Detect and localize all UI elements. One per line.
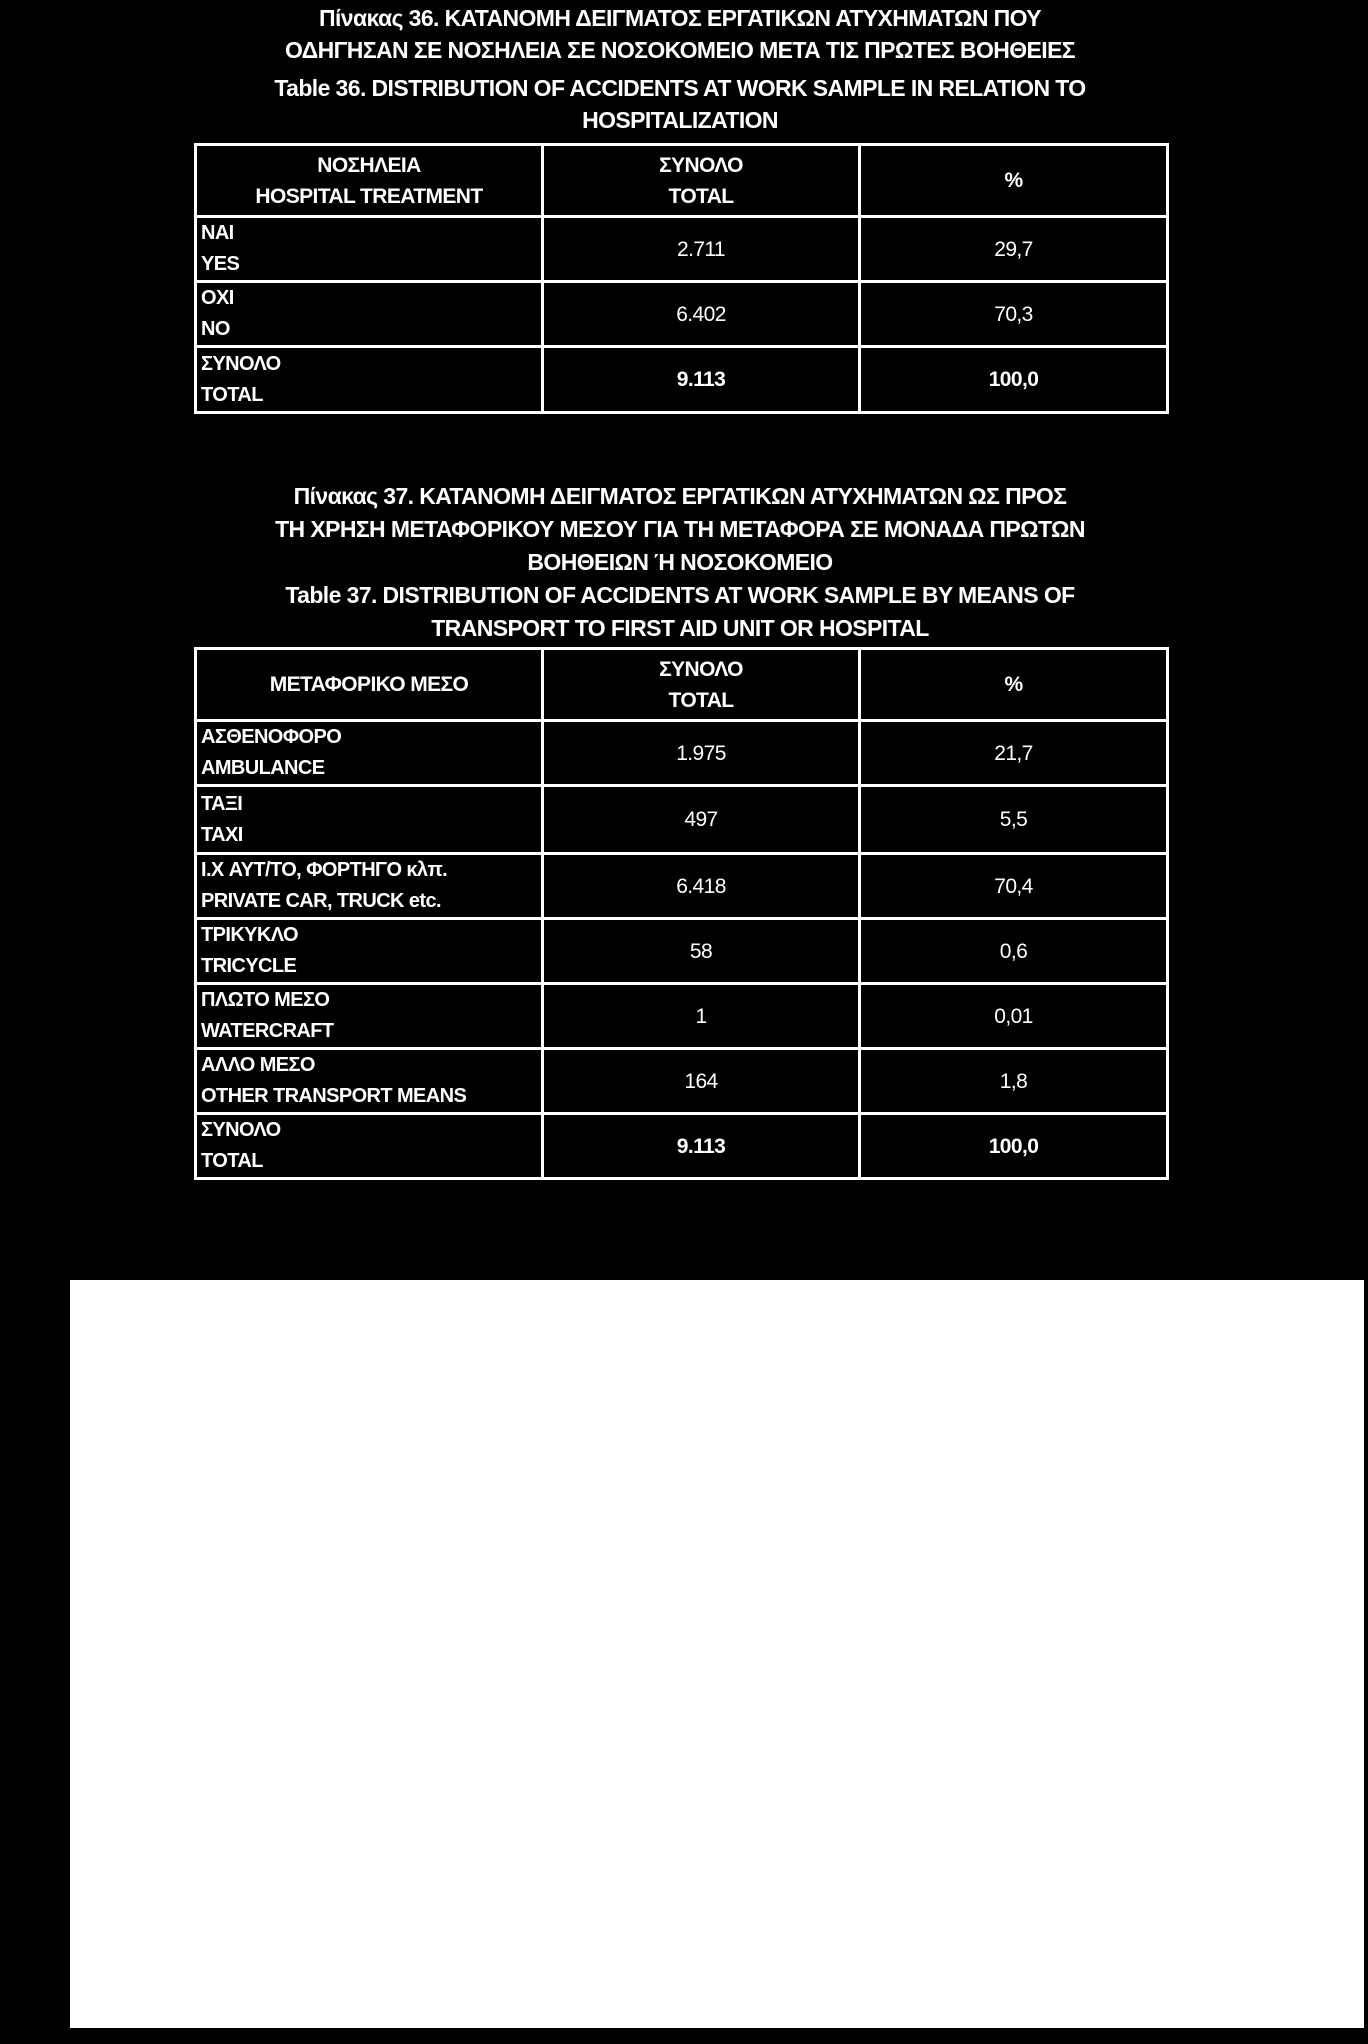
table-row [196, 217, 1168, 282]
label-en: TOTAL [201, 1150, 263, 1172]
caption-line: Πίνακας 37. ΚΑΤΑΝΟΜΗ ΔΕΙΓΜΑΤΟΣ ΕΡΓΑΤΙΚΩΝ ΑΤΥΧΗΜΑΤΩΝ ΩΣ ΠΡΟΣ [293, 483, 1067, 509]
table-37 [194, 647, 1169, 1180]
table-37-caption [190, 480, 1170, 645]
header-gr: ΝΟΣΗΛΕΙΑ [317, 153, 421, 177]
caption-line: ΤΗ ΧΡΗΣΗ ΜΕΤΑΦΟΡΙΚΟΥ ΜΕΣΟΥ ΓΙΑ ΤΗ ΜΕΤΑΦΟΡΑ ΣΕ ΜΟΝΑΔΑ ΠΡΩΤΩΝ [275, 516, 1085, 542]
row-label [196, 347, 543, 413]
label-en: AMBULANCE [201, 757, 325, 779]
caption-line: Table 36. DISTRIBUTION OF ACCIDENTS AT WORK SAMPLE IN RELATION TO [274, 75, 1086, 101]
label-en: PRIVATE CAR, TRUCK etc. [201, 890, 441, 912]
blank-panel [70, 1280, 1364, 2028]
cell-percent: 70,4 [860, 854, 1168, 919]
table-row [196, 721, 1168, 786]
header-gr: ΣΥΝΟΛΟ [659, 153, 743, 177]
table-row [196, 984, 1168, 1049]
table-row [196, 854, 1168, 919]
cell-percent: 100,0 [860, 347, 1168, 413]
cell-total: 164 [543, 1049, 860, 1114]
caption-line: Table 37. DISTRIBUTION OF ACCIDENTS AT WORK SAMPLE BY MEANS OF [285, 582, 1075, 608]
cell-percent: 21,7 [860, 721, 1168, 786]
label-gr: ΣΥΝΟΛΟ [201, 1119, 281, 1141]
caption-line: Πίνακας 36. ΚΑΤΑΝΟΜΗ ΔΕΙΓΜΑΤΟΣ ΕΡΓΑΤΙΚΩΝ ΑΤΥΧΗΜΑΤΩΝ ΠΟΥ [318, 5, 1042, 31]
table-36-caption [190, 2, 1170, 136]
header-total [543, 649, 860, 721]
cell-total: 9.113 [543, 347, 860, 413]
header-transport-means: ΜΕΤΑΦΟΡΙΚΟ ΜΕΣΟ [196, 649, 543, 721]
label-gr: I.X ΑΥΤ/ΤΟ, ΦΟΡΤΗΓΟ κλπ. [201, 859, 448, 881]
label-gr: ΑΣΘΕΝΟΦΟΡΟ [201, 726, 342, 748]
caption-line: ΟΔΗΓΗΣΑΝ ΣΕ ΝΟΣΗΛΕΙΑ ΣΕ ΝΟΣΟΚΟΜΕΙΟ ΜΕΤΑ ΤΙΣ ΠΡΩΤΕΣ ΒΟΗΘΕΙΕΣ [284, 37, 1076, 63]
caption-line: HOSPITALIZATION [582, 107, 778, 133]
table-37-section [190, 480, 1170, 1180]
row-label [196, 282, 543, 347]
cell-percent: 70,3 [860, 282, 1168, 347]
cell-percent: 0,01 [860, 984, 1168, 1049]
label-en: YES [201, 253, 240, 275]
header-total [543, 145, 860, 217]
caption-line: TRANSPORT TO FIRST AID UNIT OR HOSPITAL [431, 615, 929, 641]
caption-line: ΒΟΗΘΕΙΩΝ Ή ΝΟΣΟΚΟΜΕΙΟ [527, 549, 833, 575]
row-label [196, 1114, 543, 1179]
label-en: OTHER TRANSPORT MEANS [201, 1085, 467, 1107]
cell-percent: 29,7 [860, 217, 1168, 282]
label-en: TRICYCLE [201, 955, 297, 977]
header-percent: % [860, 145, 1168, 217]
label-gr: ΠΛΩΤΟ ΜΕΣΟ [201, 989, 330, 1011]
row-label [196, 786, 543, 854]
header-gr: ΣΥΝΟΛΟ [659, 657, 743, 681]
cell-total: 9.113 [543, 1114, 860, 1179]
header-en: TOTAL [668, 688, 734, 712]
label-en: WATERCRAFT [201, 1020, 334, 1042]
row-label [196, 721, 543, 786]
label-gr: ΑΛΛΟ ΜΕΣΟ [201, 1054, 315, 1076]
cell-total: 6.418 [543, 854, 860, 919]
row-label [196, 1049, 543, 1114]
table-36-section [190, 0, 1170, 414]
header-hospital-treatment [196, 145, 543, 217]
header-en: HOSPITAL TREATMENT [255, 184, 483, 208]
cell-total: 497 [543, 786, 860, 854]
cell-total: 1.975 [543, 721, 860, 786]
row-label [196, 919, 543, 984]
label-gr: ΝΑΙ [201, 222, 234, 244]
label-gr: ΟΧΙ [201, 287, 234, 309]
cell-percent: 5,5 [860, 786, 1168, 854]
header-percent: % [860, 649, 1168, 721]
table-36 [194, 143, 1169, 414]
cell-percent: 1,8 [860, 1049, 1168, 1114]
cell-total: 58 [543, 919, 860, 984]
table-total-row [196, 347, 1168, 413]
table-total-row [196, 1114, 1168, 1179]
label-gr: ΣΥΝΟΛΟ [201, 352, 281, 375]
cell-total: 1 [543, 984, 860, 1049]
table-header-row [196, 649, 1168, 721]
cell-total: 6.402 [543, 282, 860, 347]
row-label [196, 217, 543, 282]
cell-percent: 0,6 [860, 919, 1168, 984]
row-label [196, 984, 543, 1049]
label-en: NO [201, 318, 230, 340]
table-row [196, 282, 1168, 347]
header-en: TOTAL [668, 184, 734, 208]
cell-percent: 100,0 [860, 1114, 1168, 1179]
cell-total: 2.711 [543, 217, 860, 282]
row-label [196, 854, 543, 919]
label-gr: ΤΑΞΙ [201, 792, 243, 815]
table-row [196, 786, 1168, 854]
label-gr: ΤΡΙΚΥΚΛΟ [201, 924, 298, 946]
label-en: TAXI [201, 823, 243, 846]
label-en: TOTAL [201, 383, 263, 406]
table-row [196, 1049, 1168, 1114]
table-row [196, 919, 1168, 984]
table-header-row [196, 145, 1168, 217]
